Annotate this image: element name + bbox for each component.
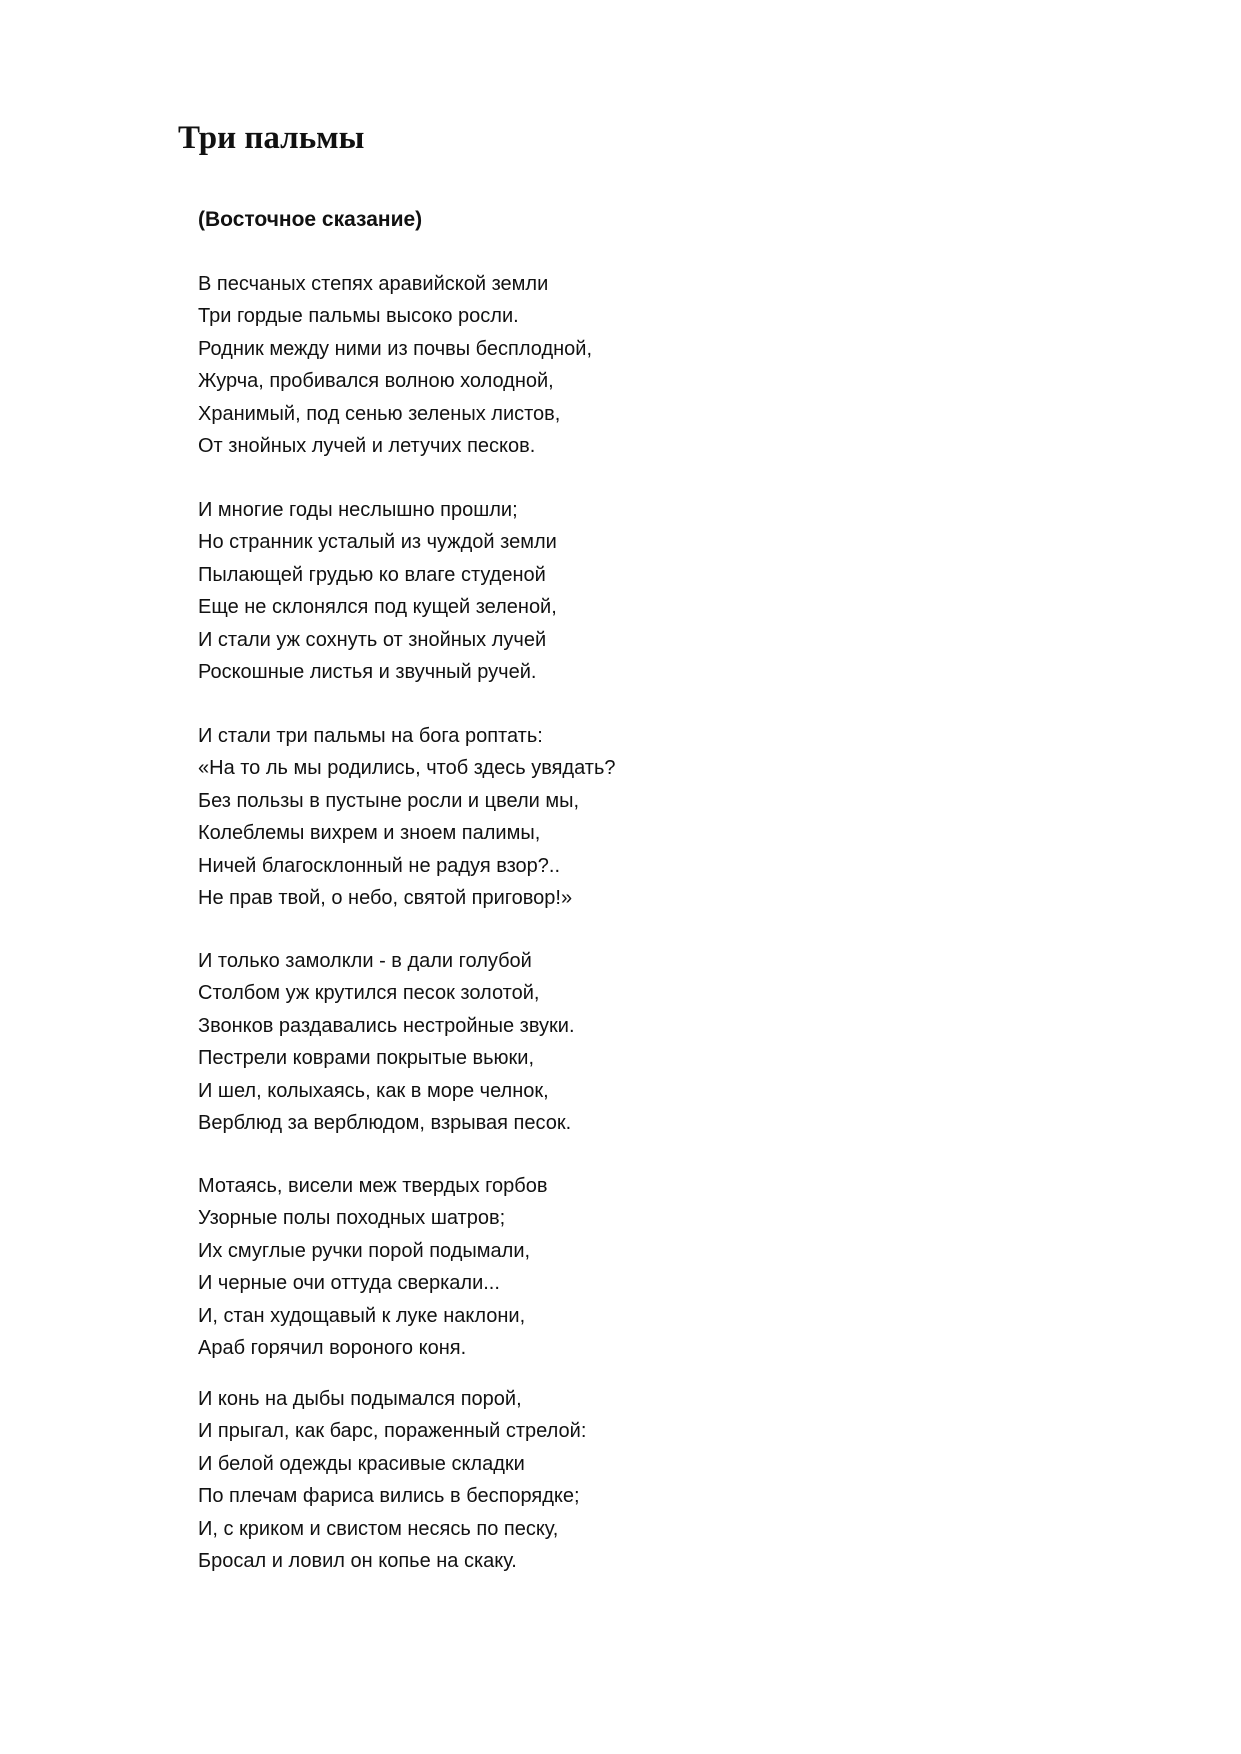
poem-line: И белой одежды красивые складки — [198, 1452, 525, 1475]
poem-line: Пылающей грудью ко влаге студеной — [198, 563, 546, 586]
stanza-2 — [198, 494, 557, 688]
poem-line: Журча, пробивался волною холодной, — [198, 370, 554, 393]
poem-line: От знойных лучей и летучих песков. — [198, 434, 536, 457]
poem-line: И стали уж сохнуть от знойных лучей — [198, 628, 547, 651]
poem-line: Не прав твой, о небо, святой приговор!» — [198, 886, 573, 909]
poem-line: Верблюд за верблюдом, взрывая песок. — [198, 1111, 572, 1134]
poem-line: Родник между ними из почвы бесплодной, — [198, 337, 593, 360]
poem-line: И, с криком и свистом несясь по песку, — [198, 1517, 559, 1540]
poem-line: Колеблемы вихрем и зноем палимы, — [198, 822, 541, 845]
poem-line: И, стан худощавый к луке наклони, — [198, 1304, 526, 1327]
poem-line: Узорные полы походных шатров; — [198, 1207, 506, 1230]
poem-line: Ничей благосклонный не радуя взор?.. — [198, 854, 561, 877]
poem-line: Без пользы в пустыне росли и цвели мы, — [198, 789, 580, 812]
poem-line: Бросал и ловил он копье на скаку. — [198, 1549, 517, 1572]
poem-line: Еще не склонялся под кущей зеленой, — [198, 596, 557, 619]
poem-line: Мотаясь, висели меж твердых горбов — [198, 1175, 548, 1197]
poem-line: И только замолкли - в дали голубой — [198, 950, 532, 972]
poem-line: Три гордые пальмы высоко росли. — [198, 305, 519, 328]
poem-line: И стали три пальмы на бога роптать: — [198, 725, 543, 747]
stanza-5 — [198, 1170, 547, 1364]
stanza-4 — [198, 945, 575, 1139]
poem-line: «На то ль мы родились, чтоб здесь увядать? — [198, 757, 616, 780]
poem-line: Роскошные листья и звучный ручей. — [198, 660, 537, 683]
stanza-3 — [198, 720, 616, 914]
poem-line: Хранимый, под сенью зеленых листов, — [198, 402, 561, 425]
poem-line: Пестрели коврами покрытые вьюки, — [198, 1047, 535, 1070]
poem-line: Но странник усталый из чуждой земли — [198, 531, 557, 554]
poem-line: По плечам фариса вились в беспорядке; — [198, 1485, 580, 1508]
poem-line: Их смуглые ручки порой подымали, — [198, 1239, 531, 1262]
stanza-6 — [198, 1383, 586, 1577]
poem-line: Столбом уж крутился песок золотой, — [198, 982, 540, 1005]
poem-line: Араб горячил вороного коня. — [198, 1336, 467, 1359]
stanza-1 — [198, 268, 592, 462]
poem-line: И конь на дыбы подымался порой, — [198, 1388, 522, 1410]
subtitle: (Восточное сказание) — [198, 208, 423, 231]
poem-line: И шел, колыхаясь, как в море челнок, — [198, 1079, 549, 1102]
poem-line: И прыгал, как барс, пораженный стрелой: — [198, 1420, 587, 1443]
page-title: Три пальмы — [178, 120, 365, 156]
poem-line: В песчаных степях аравийской земли — [198, 273, 549, 295]
poem-line: Звонков раздавались нестройные звуки. — [198, 1014, 575, 1037]
poem-line: И многие годы неслышно прошли; — [198, 499, 518, 521]
poem-line: И черные очи оттуда сверкали... — [198, 1272, 500, 1295]
